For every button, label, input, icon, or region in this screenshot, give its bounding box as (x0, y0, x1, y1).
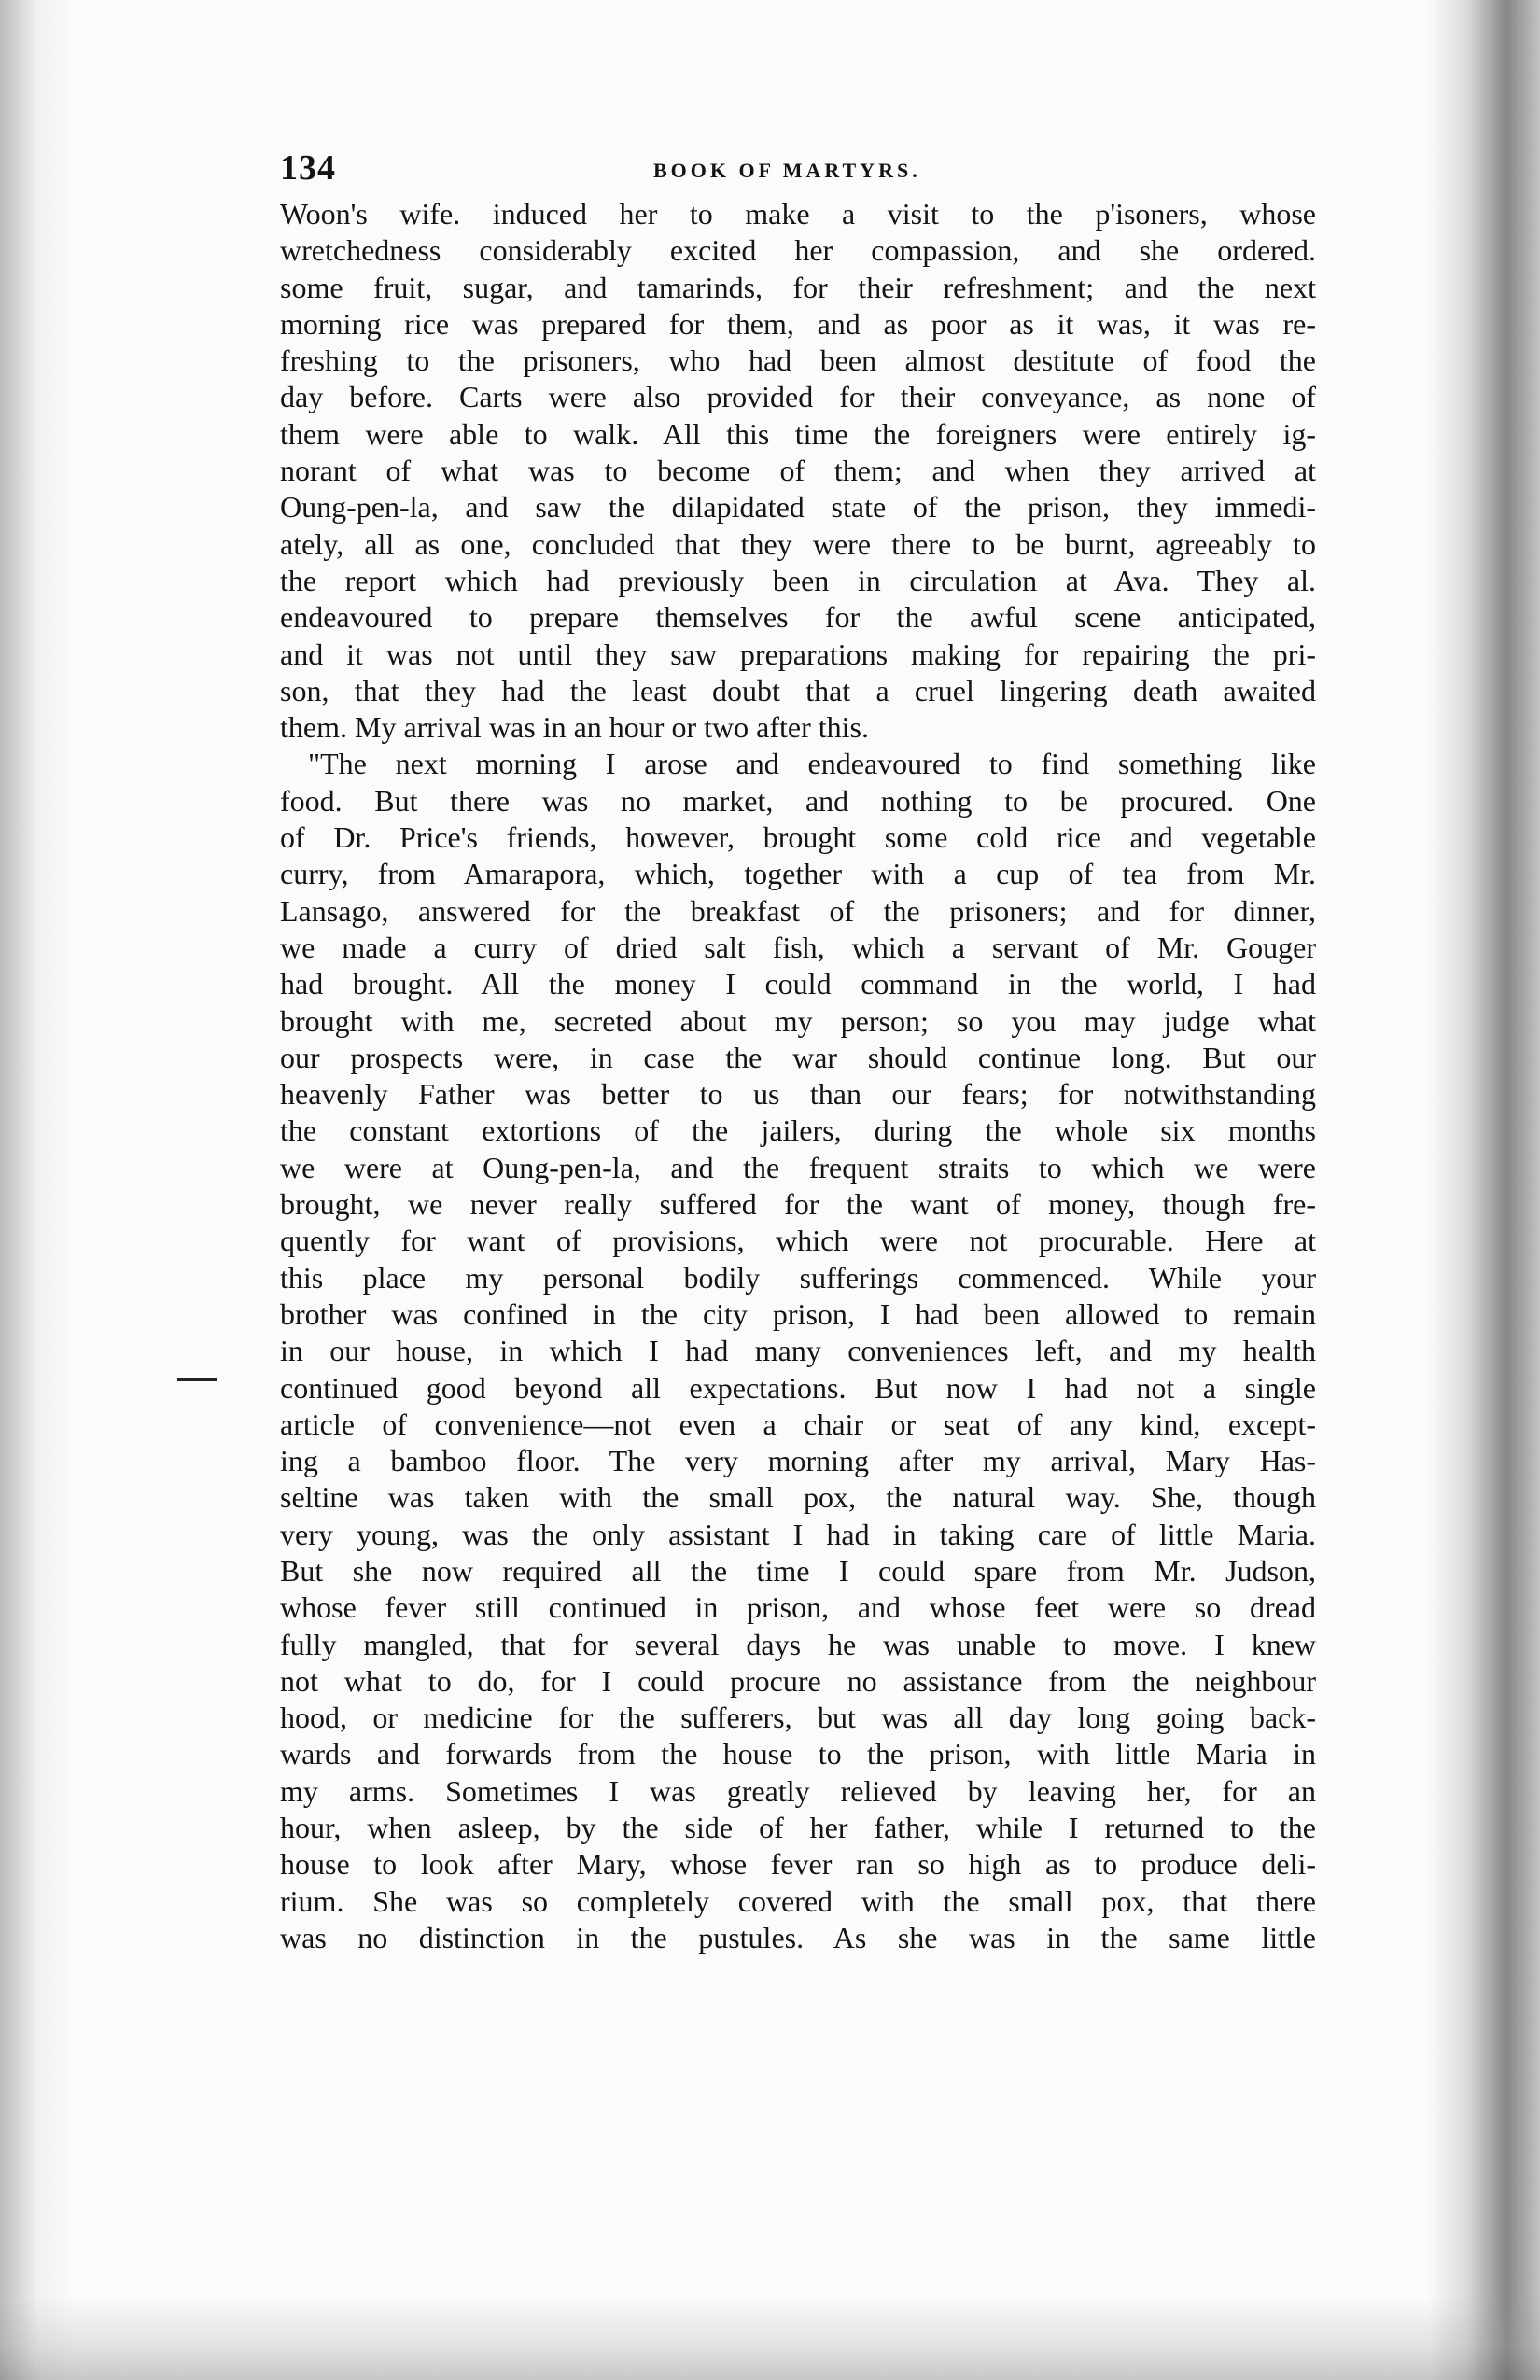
text-line: hour, when asleep, by the side of her father, while I returned to the (280, 1811, 1316, 1845)
text-line: of Dr. Price's friends, however, brought some cold rice and vegetable (280, 820, 1316, 855)
page-header (280, 147, 1316, 190)
text-line: wards and forwards from the house to the prison, with little Maria in (280, 1737, 1316, 1771)
text-line: quently for want of provisions, which were not procurable. Here at (280, 1224, 1316, 1258)
body-text (280, 196, 1316, 1956)
text-line: our prospects were, in case the war should continue long. But our (280, 1040, 1316, 1074)
text-line: Woon's wife. induced her to make a visit to the p'isoners, whose (280, 197, 1316, 231)
page-number: 134 (280, 148, 336, 188)
text-line: seltine was taken with the small pox, the natural way. She, though (280, 1480, 1316, 1515)
running-head: BOOK OF MARTYRS. (653, 159, 921, 182)
text-line: endeavoured to prepare themselves for the awful scene anticipated, (280, 600, 1316, 635)
text-line: my arms. Sometimes I was greatly relieved by leaving her, for an (280, 1773, 1316, 1808)
text-line: ately, all as one, concluded that they were there to be burnt, agreeably to (280, 526, 1316, 561)
text-line: we made a curry of dried salt fish, which a servant of Mr. Gouger (280, 930, 1316, 964)
text-line: the report which had previously been in circulation at Ava. They al. (280, 563, 1316, 597)
text-line: not what to do, for I could procure no assistance from the neighbour (280, 1663, 1316, 1698)
text-line: we were at Oung-pen-la, and the frequent straits to which we were (280, 1150, 1316, 1184)
text-line: in our house, in which I had many conveniences left, and my health (280, 1334, 1316, 1368)
text-line: wretchedness considerably excited her compassion, and she ordered. (280, 233, 1316, 268)
text-line: brought, we never really suffered for the want of money, though fre- (280, 1187, 1316, 1222)
text-line: food. But there was no market, and nothing to be procured. One (280, 783, 1316, 818)
text-line: Lansago, answered for the breakfast of the prisoners; and for dinner, (280, 893, 1316, 928)
text-line: Oung-pen-la, and saw the dilapidated state of the prison, they immedi- (280, 490, 1316, 525)
text-line: the constant extortions of the jailers, during the whole six months (280, 1113, 1316, 1148)
text-line: "The next morning I arose and endeavoured to find something like (308, 747, 1316, 781)
text-line: fully mangled, that for several days he was unable to move. I knew (280, 1627, 1316, 1661)
text-line: some fruit, sugar, and tamarinds, for their refreshment; and the next (280, 270, 1316, 304)
text-line: and it was not until they saw preparations making for repairing the pri- (280, 637, 1316, 671)
text-line: whose fever still continued in prison, and whose feet were so dread (280, 1590, 1316, 1625)
text-line: them were able to walk. All this time the foreigners were entirely ig- (280, 416, 1316, 451)
text-line: freshing to the prisoners, who had been almost destitute of food the (280, 343, 1316, 378)
text-line: morning rice was prepared for them, and as poor as it was, it was re- (280, 306, 1316, 341)
text-line: son, that they had the least doubt that a cruel lingering death awaited (280, 673, 1316, 707)
text-line: curry, from Amarapora, which, together with a cup of tea from Mr. (280, 857, 1316, 891)
text-line: article of convenience—not even a chair or seat of any kind, except- (280, 1407, 1316, 1441)
text-line: was no distinction in the pustules. As she was in the same little (280, 1920, 1316, 1954)
text-line: hood, or medicine for the sufferers, but was all day long going back- (280, 1701, 1316, 1735)
text-line: rium. She was so completely covered with the small pox, that there (280, 1883, 1316, 1918)
text-line: ing a bamboo floor. The very morning after my arrival, Mary Has- (280, 1444, 1316, 1478)
text-line: continued good beyond all expectations. But now I had not a single (280, 1370, 1316, 1405)
text-line: brother was confined in the city prison, I had been allowed to remain (280, 1296, 1316, 1331)
text-line: very young, was the only assistant I had in taking care of little Maria. (280, 1517, 1316, 1551)
text-line: had brought. All the money I could command in the world, I had (280, 967, 1316, 1001)
text-line: brought with me, secreted about my person; so you may judge what (280, 1003, 1316, 1038)
text-line: But she now required all the time I could spare from Mr. Judson, (280, 1553, 1316, 1588)
text-line: house to look after Mary, whose fever ran so high as to produce deli- (280, 1847, 1316, 1882)
text-line: norant of what was to become of them; and when they arrived at (280, 454, 1316, 488)
page-edge-shadow-bottom (0, 2296, 1540, 2380)
page-edge-shadow-right (1428, 0, 1540, 2380)
text-line: day before. Carts were also provided for their conveyance, as none of (280, 380, 1316, 414)
text-line: heavenly Father was better to us than our fears; for notwithstanding (280, 1077, 1316, 1112)
text-line: them. My arrival was in an hour or two after this. (280, 710, 869, 745)
page-edge-shadow-left (0, 0, 75, 2380)
text-line: this place my personal bodily sufferings commenced. While your (280, 1260, 1316, 1295)
margin-dash-mark (177, 1378, 217, 1381)
